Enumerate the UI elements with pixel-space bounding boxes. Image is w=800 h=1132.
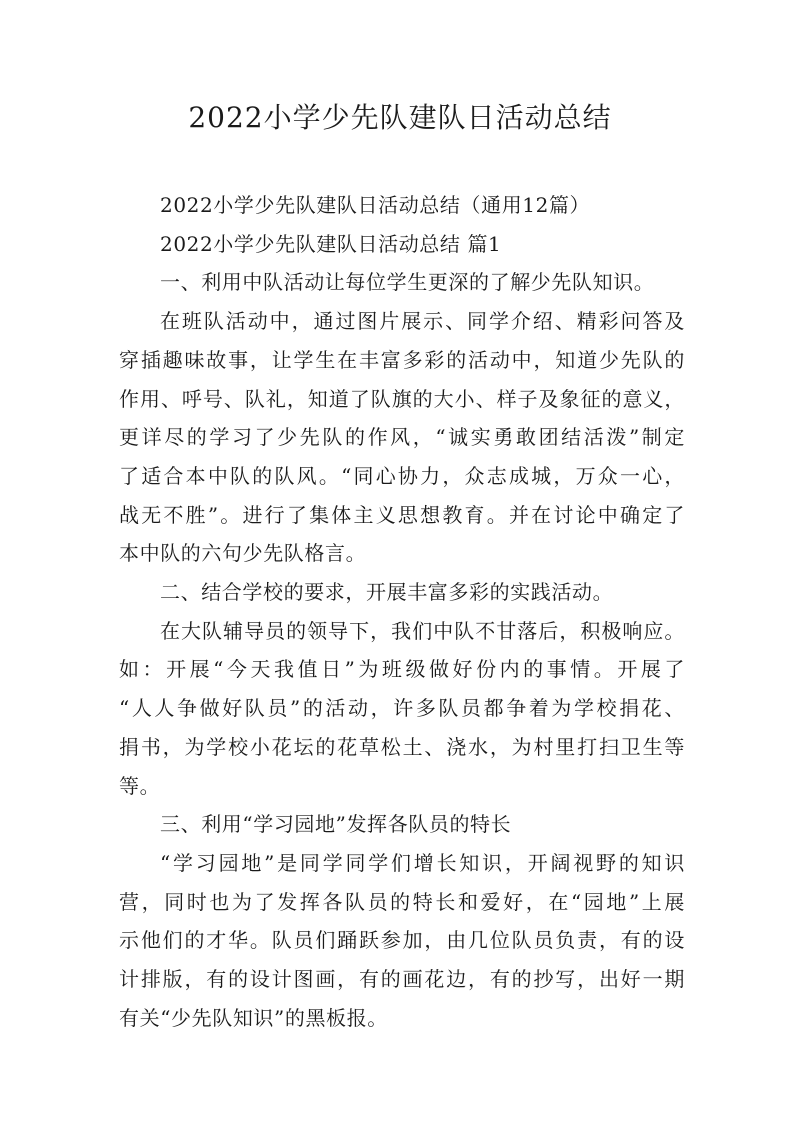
paragraph-line: 如：开展“今天我值日”为班级做好份内的事情。开展了 <box>119 657 685 682</box>
paragraph-line: 计排版，有的设计图画，有的画花边，有的抄写，出好一期 <box>119 967 685 992</box>
paragraph-1 <box>119 302 685 573</box>
section-heading: 2022小学少先队建队日活动总结 篇1 <box>160 231 502 256</box>
document-title: 2022小学少先队建队日活动总结 <box>188 101 612 134</box>
document-subtitle: 2022小学少先队建队日活动总结（通用12篇） <box>160 193 591 217</box>
paragraph-line: 穿插趣味故事，让学生在丰富多彩的活动中，知道少先队的 <box>119 347 685 372</box>
paragraph-line: 等。 <box>119 773 161 798</box>
paragraph-3 <box>119 844 685 1038</box>
paragraph-line: 了适合本中队的队风。“同心协力，众志成城，万众一心， <box>119 463 685 488</box>
paragraph-line: 营，同时也为了发挥各队员的特长和爱好，在“园地”上展 <box>119 889 685 914</box>
paragraph-line: 示他们的才华。队员们踊跃参加，由几位队员负责，有的设 <box>119 928 685 953</box>
paragraph-line: 本中队的六句少先队格言。 <box>119 541 367 566</box>
paragraph-line: 在班队活动中，通过图片展示、同学介绍、精彩问答及 <box>160 309 685 334</box>
paragraph-line: 战无不胜”。进行了集体主义思想教育。并在讨论中确定了 <box>119 502 685 527</box>
point-1-heading: 一、利用中队活动让每位学生更深的了解少先队知识。 <box>160 270 655 295</box>
document-body <box>119 186 685 1037</box>
paragraph-line: 作用、呼号、队礼，知道了队旗的大小、样子及象征的意义， <box>119 386 685 411</box>
paragraph-line: 更详尽的学习了少先队的作风，“诚实勇敢团结活泼”制定 <box>119 425 685 450</box>
point-3-heading: 三、利用“学习园地”发挥各队员的特长 <box>160 812 512 837</box>
point-2-heading: 二、结合学校的要求，开展丰富多彩的实践活动。 <box>160 580 614 605</box>
paragraph-line: “人人争做好队员”的活动，许多队员都争着为学校捐花、 <box>119 696 685 721</box>
paragraph-line: 在大队辅导员的领导下，我们中队不甘落后，积极响应。 <box>160 618 685 643</box>
paragraph-line: “学习园地”是同学同学们增长知识，开阔视野的知识 <box>160 850 685 875</box>
paragraph-line: 有关“少先队知识”的黑板报。 <box>119 1005 388 1030</box>
paragraph-2 <box>119 612 685 806</box>
paragraph-line: 捐书，为学校小花坛的花草松土、浇水，为村里打扫卫生等 <box>119 734 685 759</box>
